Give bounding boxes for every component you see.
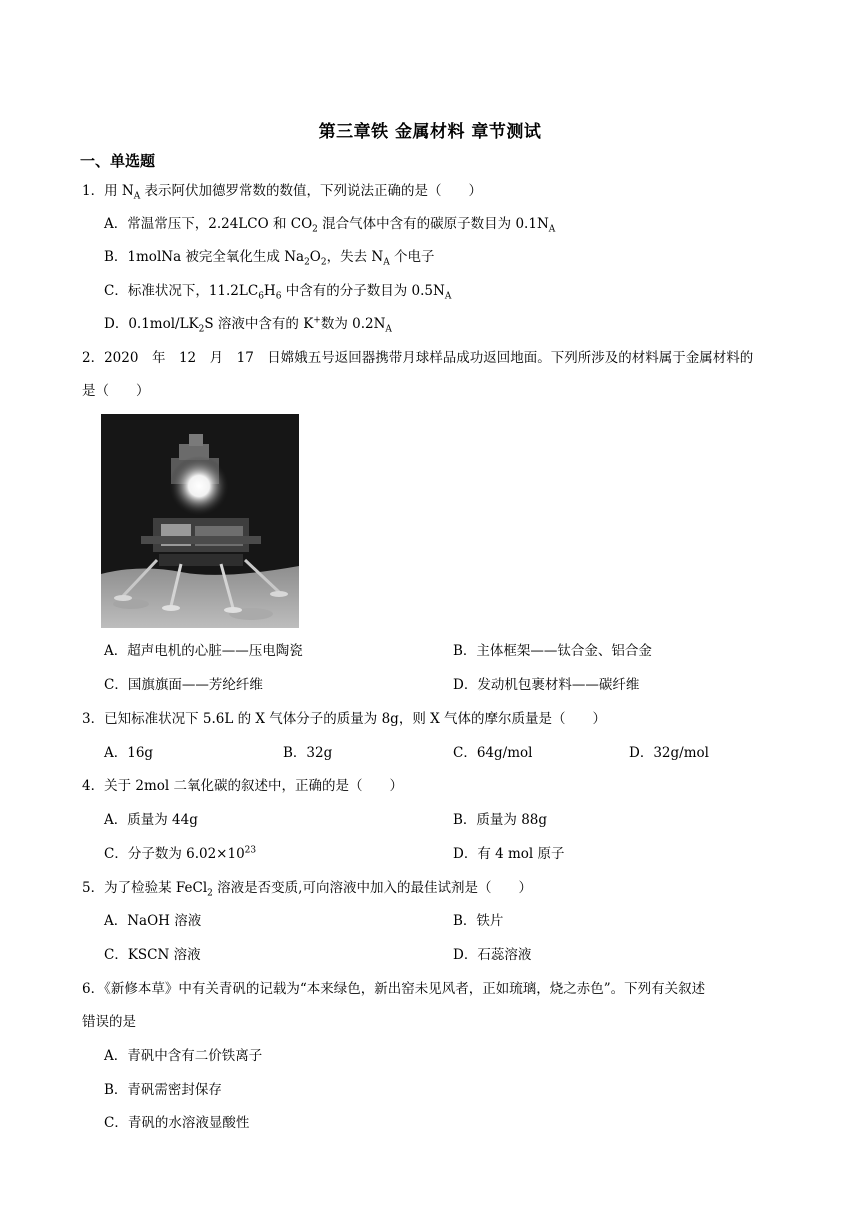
- section-heading: 一、单选题: [80, 152, 156, 170]
- question-5-option-d: D．石蕊溶液: [453, 947, 532, 963]
- question-4-option-a: A．质量为 44g: [104, 812, 198, 828]
- question-5-stem: 5．为了检验某 FeCl$_2$ 溶液是否变质,可向溶液中加入的最佳试剂是（ ）: [82, 880, 532, 899]
- question-3-option-d: D．32g/mol: [629, 745, 709, 761]
- question-4-option-b: B．质量为 88g: [453, 812, 548, 828]
- question-5-option-c: C．KSCN 溶液: [104, 947, 201, 963]
- question-2-stem-line-1: 2．2020 年 12 月 17 日嫦娥五号返回器携带月球样品成功返回地面。下列所涉及的材料属于金属材料的: [82, 350, 754, 366]
- question-3-option-b: B．32g: [283, 745, 333, 761]
- question-2-option-b: B．主体框架——钛合金、铝合金: [453, 643, 652, 659]
- question-5-option-a: A．NaOH 溶液: [104, 913, 202, 929]
- question-1-stem: 1．用 $N_A$ 表示阿伏加德罗常数的数值，下列说法正确的是（ ）: [82, 183, 482, 202]
- question-1-option-c: C．标准状况下，$11.2LC_6H_6$ 中含有的分子数目为 $0.5N_A$: [104, 283, 452, 302]
- question-3-option-a: A．16g: [104, 745, 154, 761]
- question-6-option-a: A．青矾中含有二价铁离子: [104, 1048, 263, 1064]
- question-1-option-a: A．常温常压下，2.24LCO 和 $CO_2$ 混合气体中含有的碳原子数目为 $0.1N_A$: [104, 216, 556, 235]
- question-1-option-d: D．$0.1mol/LK_2S$ 溶液中含有的 K+数为 $0.2N_A$: [104, 315, 392, 335]
- question-2-option-d: D．发动机包裹材料——碳纤维: [453, 677, 640, 693]
- question-2-option-a: A．超声电机的心脏——压电陶瓷: [104, 643, 303, 659]
- question-4-option-d: D．有 4 mol 原子: [453, 846, 565, 862]
- question-6-option-b: B．青矾需密封保存: [104, 1082, 222, 1098]
- question-3-stem: 3．已知标准状况下 5.6L 的 X 气体分子的质量为 8g，则 X 气体的摩尔质量是（ ）: [82, 711, 607, 727]
- question-4-stem: 4．关于 2mol 二氧化碳的叙述中，正确的是（ ）: [82, 778, 404, 794]
- question-1-option-b: B．1molNa 被完全氧化生成 $Na_2O_2$，失去 $N_A$ 个电子: [104, 249, 435, 268]
- page-title: 第三章铁 金属材料 章节测试: [318, 122, 542, 142]
- question-5-option-b: B．铁片: [453, 913, 504, 929]
- question-2-stem-line-2: 是（ ）: [82, 383, 150, 399]
- lunar-lander-illustration: [101, 414, 299, 628]
- question-3-option-c: C．64g/mol: [453, 745, 533, 761]
- question-2-option-c: C．国旗旗面——芳纶纤维: [104, 677, 263, 693]
- question-6-stem-line-2: 错误的是: [82, 1014, 136, 1030]
- lunar-lander-photo: [101, 414, 299, 628]
- question-6-option-c: C．青矾的水溶液显酸性: [104, 1115, 250, 1131]
- question-4-option-c: C．分子数为 $6.02\times 10^{23}$: [104, 845, 257, 862]
- question-6-stem-line-1: 6．《新修本草》中有关青矾的记载为“本来绿色，新出窑未见风者，正如琉璃，烧之赤色”。下列有关叙述: [82, 981, 706, 997]
